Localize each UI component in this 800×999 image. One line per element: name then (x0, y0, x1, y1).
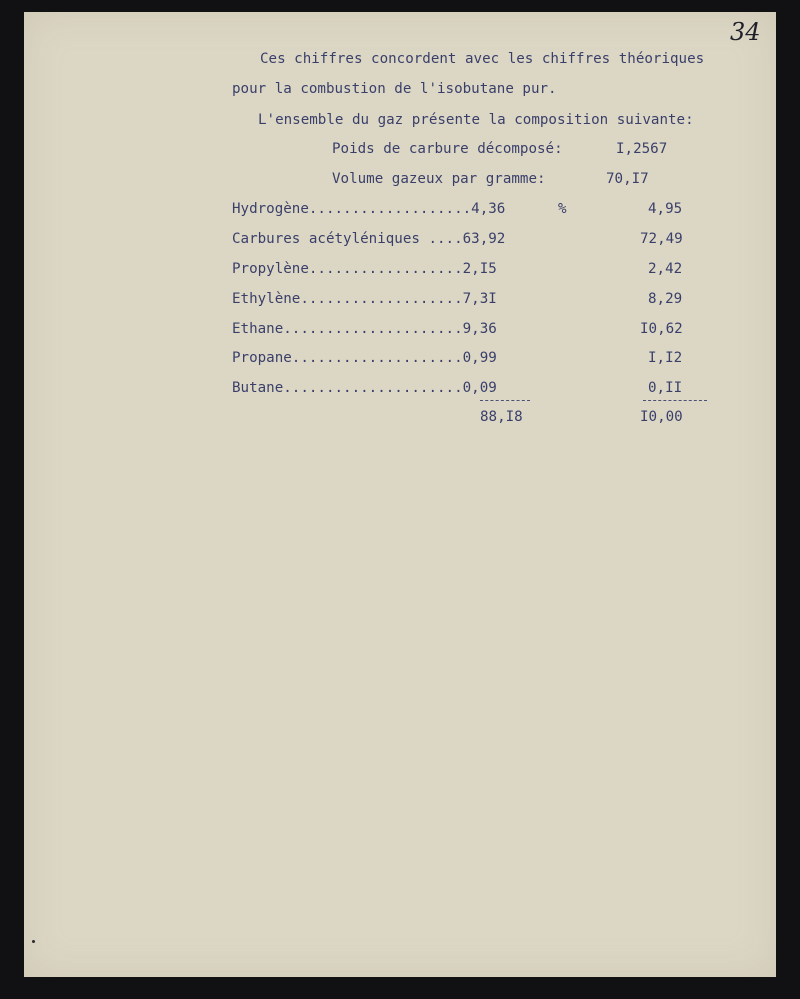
page-number: 34 (730, 18, 761, 46)
document-page (24, 12, 776, 977)
volume-label: Volume gazeux par gramme: (332, 171, 546, 187)
row-label: Propylène..................2,I5 (232, 261, 497, 277)
paragraph-line-2: pour la combustion de l'isobutane pur. (232, 81, 557, 97)
row-label: Hydrogène...................4,36 (232, 201, 506, 217)
total-rule-volume (480, 400, 530, 401)
row-percent: 4,95 (648, 201, 683, 217)
row-percent: 72,49 (640, 231, 683, 247)
row-percent: I0,62 (640, 321, 683, 337)
total-rule-percent (643, 400, 707, 401)
row-label: Ethane.....................9,36 (232, 321, 497, 337)
percent-sign: % (558, 201, 567, 217)
row-label: Propane....................0,99 (232, 350, 497, 366)
paragraph-line-1: Ces chiffres concordent avec les chiffres théoriques (260, 51, 705, 67)
volume-value: 70,I7 (606, 171, 649, 187)
row-label: Ethylène...................7,3I (232, 291, 497, 307)
row-label: Butane.....................0,09 (232, 380, 497, 396)
total-percent: I0,00 (640, 409, 683, 425)
weight-value: I,2567 (616, 141, 668, 157)
row-label: Carbures acétyléniques ....63,92 (232, 231, 506, 247)
row-percent: 2,42 (648, 261, 683, 277)
total-volume: 88,I8 (480, 409, 523, 425)
paper-speck (32, 940, 35, 943)
row-percent: I,I2 (648, 350, 683, 366)
weight-label: Poids de carbure décomposé: (332, 141, 563, 157)
row-percent: 8,29 (648, 291, 683, 307)
intro-line: L'ensemble du gaz présente la composition suivante: (258, 112, 694, 128)
row-percent: 0,II (648, 380, 683, 396)
